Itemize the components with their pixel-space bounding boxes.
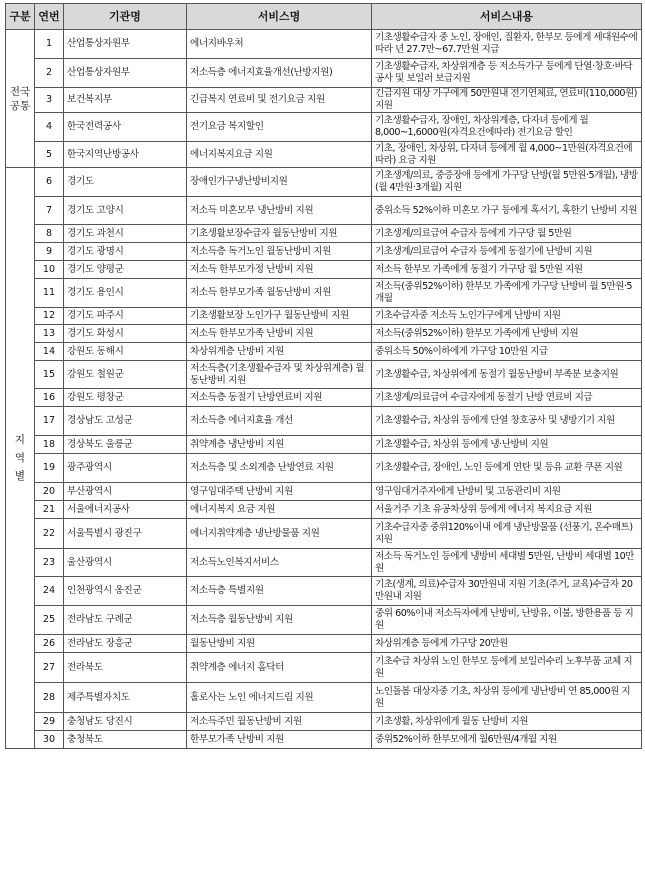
table-row: [6, 279, 642, 308]
agency-name: 경기도 고양시: [64, 197, 187, 225]
table-row: [6, 59, 642, 88]
row-number: 19: [35, 454, 64, 483]
header-agency: 기관명: [64, 4, 187, 30]
service-name: 기초생활보장 노인가구 월동난방비 지원: [187, 308, 372, 325]
service-content: 기초생활, 차상위에게 월동 난방비 지원: [372, 713, 642, 731]
row-number: 8: [35, 225, 64, 243]
service-name: 장애인가구냉난방비지원: [187, 168, 372, 197]
table-row: [6, 483, 642, 501]
agency-name: 산업통상자원부: [64, 59, 187, 88]
row-number: 10: [35, 261, 64, 279]
group-label: 지역별: [14, 434, 26, 482]
service-name: 월동난방비 지원: [187, 635, 372, 653]
agency-name: 경기도 화성시: [64, 325, 187, 343]
agency-name: 충청북도: [64, 731, 187, 749]
agency-name: 울산광역시: [64, 549, 187, 577]
row-number: 24: [35, 577, 64, 606]
row-number: 5: [35, 142, 64, 168]
table-row: [6, 225, 642, 243]
service-content: 중위 60%이내 저소득자에게 난방비, 난방유, 이불, 방한용품 등 지원: [372, 606, 642, 635]
service-name: 기초생활보장수급자 월동난방비 지원: [187, 225, 372, 243]
service-name: 에너지바우처: [187, 30, 372, 59]
agency-name: 강원도 동해시: [64, 343, 187, 361]
service-name: 저소득 한부모가정 난방비 지원: [187, 261, 372, 279]
service-content: 서울거주 기초 유공차상위 등에게 에너지 복지요금 지원: [372, 501, 642, 519]
agency-name: 충청남도 당진시: [64, 713, 187, 731]
service-content: 기초수급자중 저소득 노인가구에게 난방비 지원: [372, 308, 642, 325]
header-service-name: 서비스명: [187, 4, 372, 30]
agency-name: 경기도 양평군: [64, 261, 187, 279]
row-number: 26: [35, 635, 64, 653]
service-name: 저소득노인복지서비스: [187, 549, 372, 577]
service-name: 저소득 한부모가족 난방비 지원: [187, 325, 372, 343]
agency-name: 제주특별자치도: [64, 683, 187, 713]
row-number: 18: [35, 436, 64, 454]
row-number: 7: [35, 197, 64, 225]
row-number: 29: [35, 713, 64, 731]
agency-name: 경상남도 고성군: [64, 407, 187, 436]
service-name: 저소득층 에너지효율개선(난방지원): [187, 59, 372, 88]
table-row: [6, 731, 642, 749]
table-row: [6, 343, 642, 361]
table-row: [6, 168, 642, 197]
agency-name: 부산광역시: [64, 483, 187, 501]
table-row: [6, 454, 642, 483]
table-row: [6, 113, 642, 142]
group-label: 전국 공통: [9, 85, 31, 112]
table-row: [6, 653, 642, 683]
table-row: [6, 142, 642, 168]
row-number: 14: [35, 343, 64, 361]
table-row: [6, 243, 642, 261]
agency-name: 강원도 철원군: [64, 361, 187, 389]
row-number: 6: [35, 168, 64, 197]
group-regional: [6, 168, 35, 749]
service-name: 긴급복지 연료비 및 전기요금 지원: [187, 88, 372, 113]
service-content: 긴급지원 대상 가구에게 50만원내 전기연체료, 연료비(110,000원) 지원: [372, 88, 642, 113]
service-name: 에너지취약계층 냉난방물품 지원: [187, 519, 372, 549]
service-content: 저소득 독거노인 등에게 냉방비 세대별 5만원, 난방비 세대별 10만원: [372, 549, 642, 577]
row-number: 23: [35, 549, 64, 577]
service-content: 기초생활수급자 중 노인, 장애인, 질환자, 한부모 등에게 세대원수에 따라 년 27.7만~67.7만원 지급: [372, 30, 642, 59]
service-name: 저소득층 특별지원: [187, 577, 372, 606]
service-content: 중위52%이하 한부모에게 월6만원/4개월 지원: [372, 731, 642, 749]
row-number: 15: [35, 361, 64, 389]
service-content: 기초생계/의료급여 수급자에게 동절기 난방 연료비 지급: [372, 389, 642, 407]
service-name: 저소득층 월동난방비 지원: [187, 606, 372, 635]
service-content: 기초, 장애인, 차상위, 다자녀 등에게 월 4,000~1만원(자격요건에 따라) 요금 지원: [372, 142, 642, 168]
agency-name: 전라북도: [64, 653, 187, 683]
table-row: [6, 308, 642, 325]
service-content: 기초생활수급자, 장애인, 차상위계층, 다자녀 등에게 월 8,000~1,6000원(자격요건에따라) 전기요금 할인: [372, 113, 642, 142]
row-number: 28: [35, 683, 64, 713]
service-content: 차상위계층 등에게 가구당 20만원: [372, 635, 642, 653]
agency-name: 전라남도 장흥군: [64, 635, 187, 653]
table-row: [6, 549, 642, 577]
service-name: 차상위계층 난방비 지원: [187, 343, 372, 361]
header-category: 구분: [6, 4, 35, 30]
service-name: 저소득층 동절기 난방연료비 지원: [187, 389, 372, 407]
agency-name: 산업통상자원부: [64, 30, 187, 59]
header-number: 연번: [35, 4, 64, 30]
agency-name: 경기도: [64, 168, 187, 197]
service-content: 기초생활수급, 장애인, 노인 등에게 연탄 및 등유 교환 쿠폰 지원: [372, 454, 642, 483]
row-number: 4: [35, 113, 64, 142]
agency-name: 경기도 광명시: [64, 243, 187, 261]
group-national-common: [6, 30, 35, 168]
service-content: 기초생활수급, 차상위 등에게 단열 창호공사 및 냉방기기 지원: [372, 407, 642, 436]
service-content: 저소득 한부모 가족에게 동절기 가구당 월 5만원 지원: [372, 261, 642, 279]
service-name: 저소득 한부모가족 월동난방비 지원: [187, 279, 372, 308]
row-number: 3: [35, 88, 64, 113]
row-number: 9: [35, 243, 64, 261]
service-content: 기초(생계, 의료)수급자 30만원내 지원 기초(주거, 교육)수급자 20만원내 지원: [372, 577, 642, 606]
service-content: 중위소득 52%이하 미혼모 가구 등에게 혹서기, 혹한기 난방비 지원: [372, 197, 642, 225]
row-number: 21: [35, 501, 64, 519]
service-content: 기초생활수급자, 차상위계층 등 저소득가구 등에게 단열·창호·바닥공사 및 보일러 보급지원: [372, 59, 642, 88]
service-content: 기초생계/의료급여 수급자 등에게 동절기에 난방비 지원: [372, 243, 642, 261]
agency-name: 경기도 파주시: [64, 308, 187, 325]
row-number: 1: [35, 30, 64, 59]
table-row: [6, 519, 642, 549]
table-row: [6, 407, 642, 436]
agency-name: 한국전력공사: [64, 113, 187, 142]
service-content: 저소득(중위52%이하) 한부모 가족에게 가구당 난방비 월 5만원·5개월: [372, 279, 642, 308]
table-row: [6, 197, 642, 225]
service-content: 기초생계/의료, 중증장애 등에게 가구당 난방(월 5만원·5개월), 냉방(월 4만원·3개월) 지원: [372, 168, 642, 197]
table-row: [6, 606, 642, 635]
row-number: 11: [35, 279, 64, 308]
service-name: 취약계층 에너지 홈닥터: [187, 653, 372, 683]
service-name: 저소득층 및 소외계층 난방연료 지원: [187, 454, 372, 483]
service-content: 기초생활수급, 차상위 등에게 냉·난방비 지원: [372, 436, 642, 454]
table-row: [6, 361, 642, 389]
service-content: 저소득(중위52%이하) 한부모 가족에게 난방비 지원: [372, 325, 642, 343]
row-number: 27: [35, 653, 64, 683]
agency-name: 보건복지부: [64, 88, 187, 113]
row-number: 17: [35, 407, 64, 436]
agency-name: 한국지역난방공사: [64, 142, 187, 168]
agency-name: 경기도 용인시: [64, 279, 187, 308]
service-name: 에너지복지요금 지원: [187, 142, 372, 168]
table-row: [6, 577, 642, 606]
row-number: 25: [35, 606, 64, 635]
service-name: 영구임대주택 난방비 지원: [187, 483, 372, 501]
row-number: 2: [35, 59, 64, 88]
service-name: 저소득 미혼모부 냉난방비 지원: [187, 197, 372, 225]
service-name: 에너지복지 요금 지원: [187, 501, 372, 519]
welfare-services-table: [5, 3, 642, 749]
table-row: [6, 713, 642, 731]
service-content: 기초수급자중 중위120%이내 에게 냉난방물품 (선풍기, 온수매트) 지원: [372, 519, 642, 549]
table-row: [6, 389, 642, 407]
service-name: 저소득주민 월동난방비 지원: [187, 713, 372, 731]
service-content: 노인돌봄 대상자중 기초, 차상위 등에게 냉난방비 연 85,000원 지원: [372, 683, 642, 713]
table-row: [6, 501, 642, 519]
table-row: [6, 88, 642, 113]
row-number: 22: [35, 519, 64, 549]
row-number: 20: [35, 483, 64, 501]
table-row: [6, 261, 642, 279]
agency-name: 광주광역시: [64, 454, 187, 483]
service-name: 저소득층 에너지효율 개선: [187, 407, 372, 436]
table-row: [6, 436, 642, 454]
service-name: 저소득층(기초생활수급자 및 차상위계층) 월동난방비 지원: [187, 361, 372, 389]
row-number: 16: [35, 389, 64, 407]
service-name: 저소득층 독거노인 월동난방비 지원: [187, 243, 372, 261]
service-name: 한부모가족 난방비 지원: [187, 731, 372, 749]
table-row: [6, 635, 642, 653]
table-row: [6, 325, 642, 343]
agency-name: 서울특별시 광진구: [64, 519, 187, 549]
agency-name: 경기도 과천시: [64, 225, 187, 243]
service-name: 전기요금 복지할인: [187, 113, 372, 142]
agency-name: 전라남도 구례군: [64, 606, 187, 635]
table-row: [6, 30, 642, 59]
agency-name: 인천광역시 옹진군: [64, 577, 187, 606]
service-content: 영구임대거주자에게 난방비 및 고동관리비 지원: [372, 483, 642, 501]
agency-name: 서울에너지공사: [64, 501, 187, 519]
service-content: 기초생계/의료급여 수급자 등에게 가구당 월 5만원: [372, 225, 642, 243]
header-row: [6, 4, 642, 30]
service-content: 중위소득 50%이하에게 가구당 10만원 지급: [372, 343, 642, 361]
row-number: 13: [35, 325, 64, 343]
service-content: 기초수급 차상위 노인 한부모 등에게 보일러수리 노후부품 교체 지원: [372, 653, 642, 683]
table-row: [6, 683, 642, 713]
header-service-content: 서비스내용: [372, 4, 642, 30]
agency-name: 강원도 평창군: [64, 389, 187, 407]
agency-name: 경상북도 울릉군: [64, 436, 187, 454]
service-content: 기초생활수급, 차상위에게 동절기 월동난방비 부족분 보충지원: [372, 361, 642, 389]
row-number: 30: [35, 731, 64, 749]
service-name: 홀로사는 노인 에너지드림 지원: [187, 683, 372, 713]
service-name: 취약계층 냉난방비 지원: [187, 436, 372, 454]
row-number: 12: [35, 308, 64, 325]
